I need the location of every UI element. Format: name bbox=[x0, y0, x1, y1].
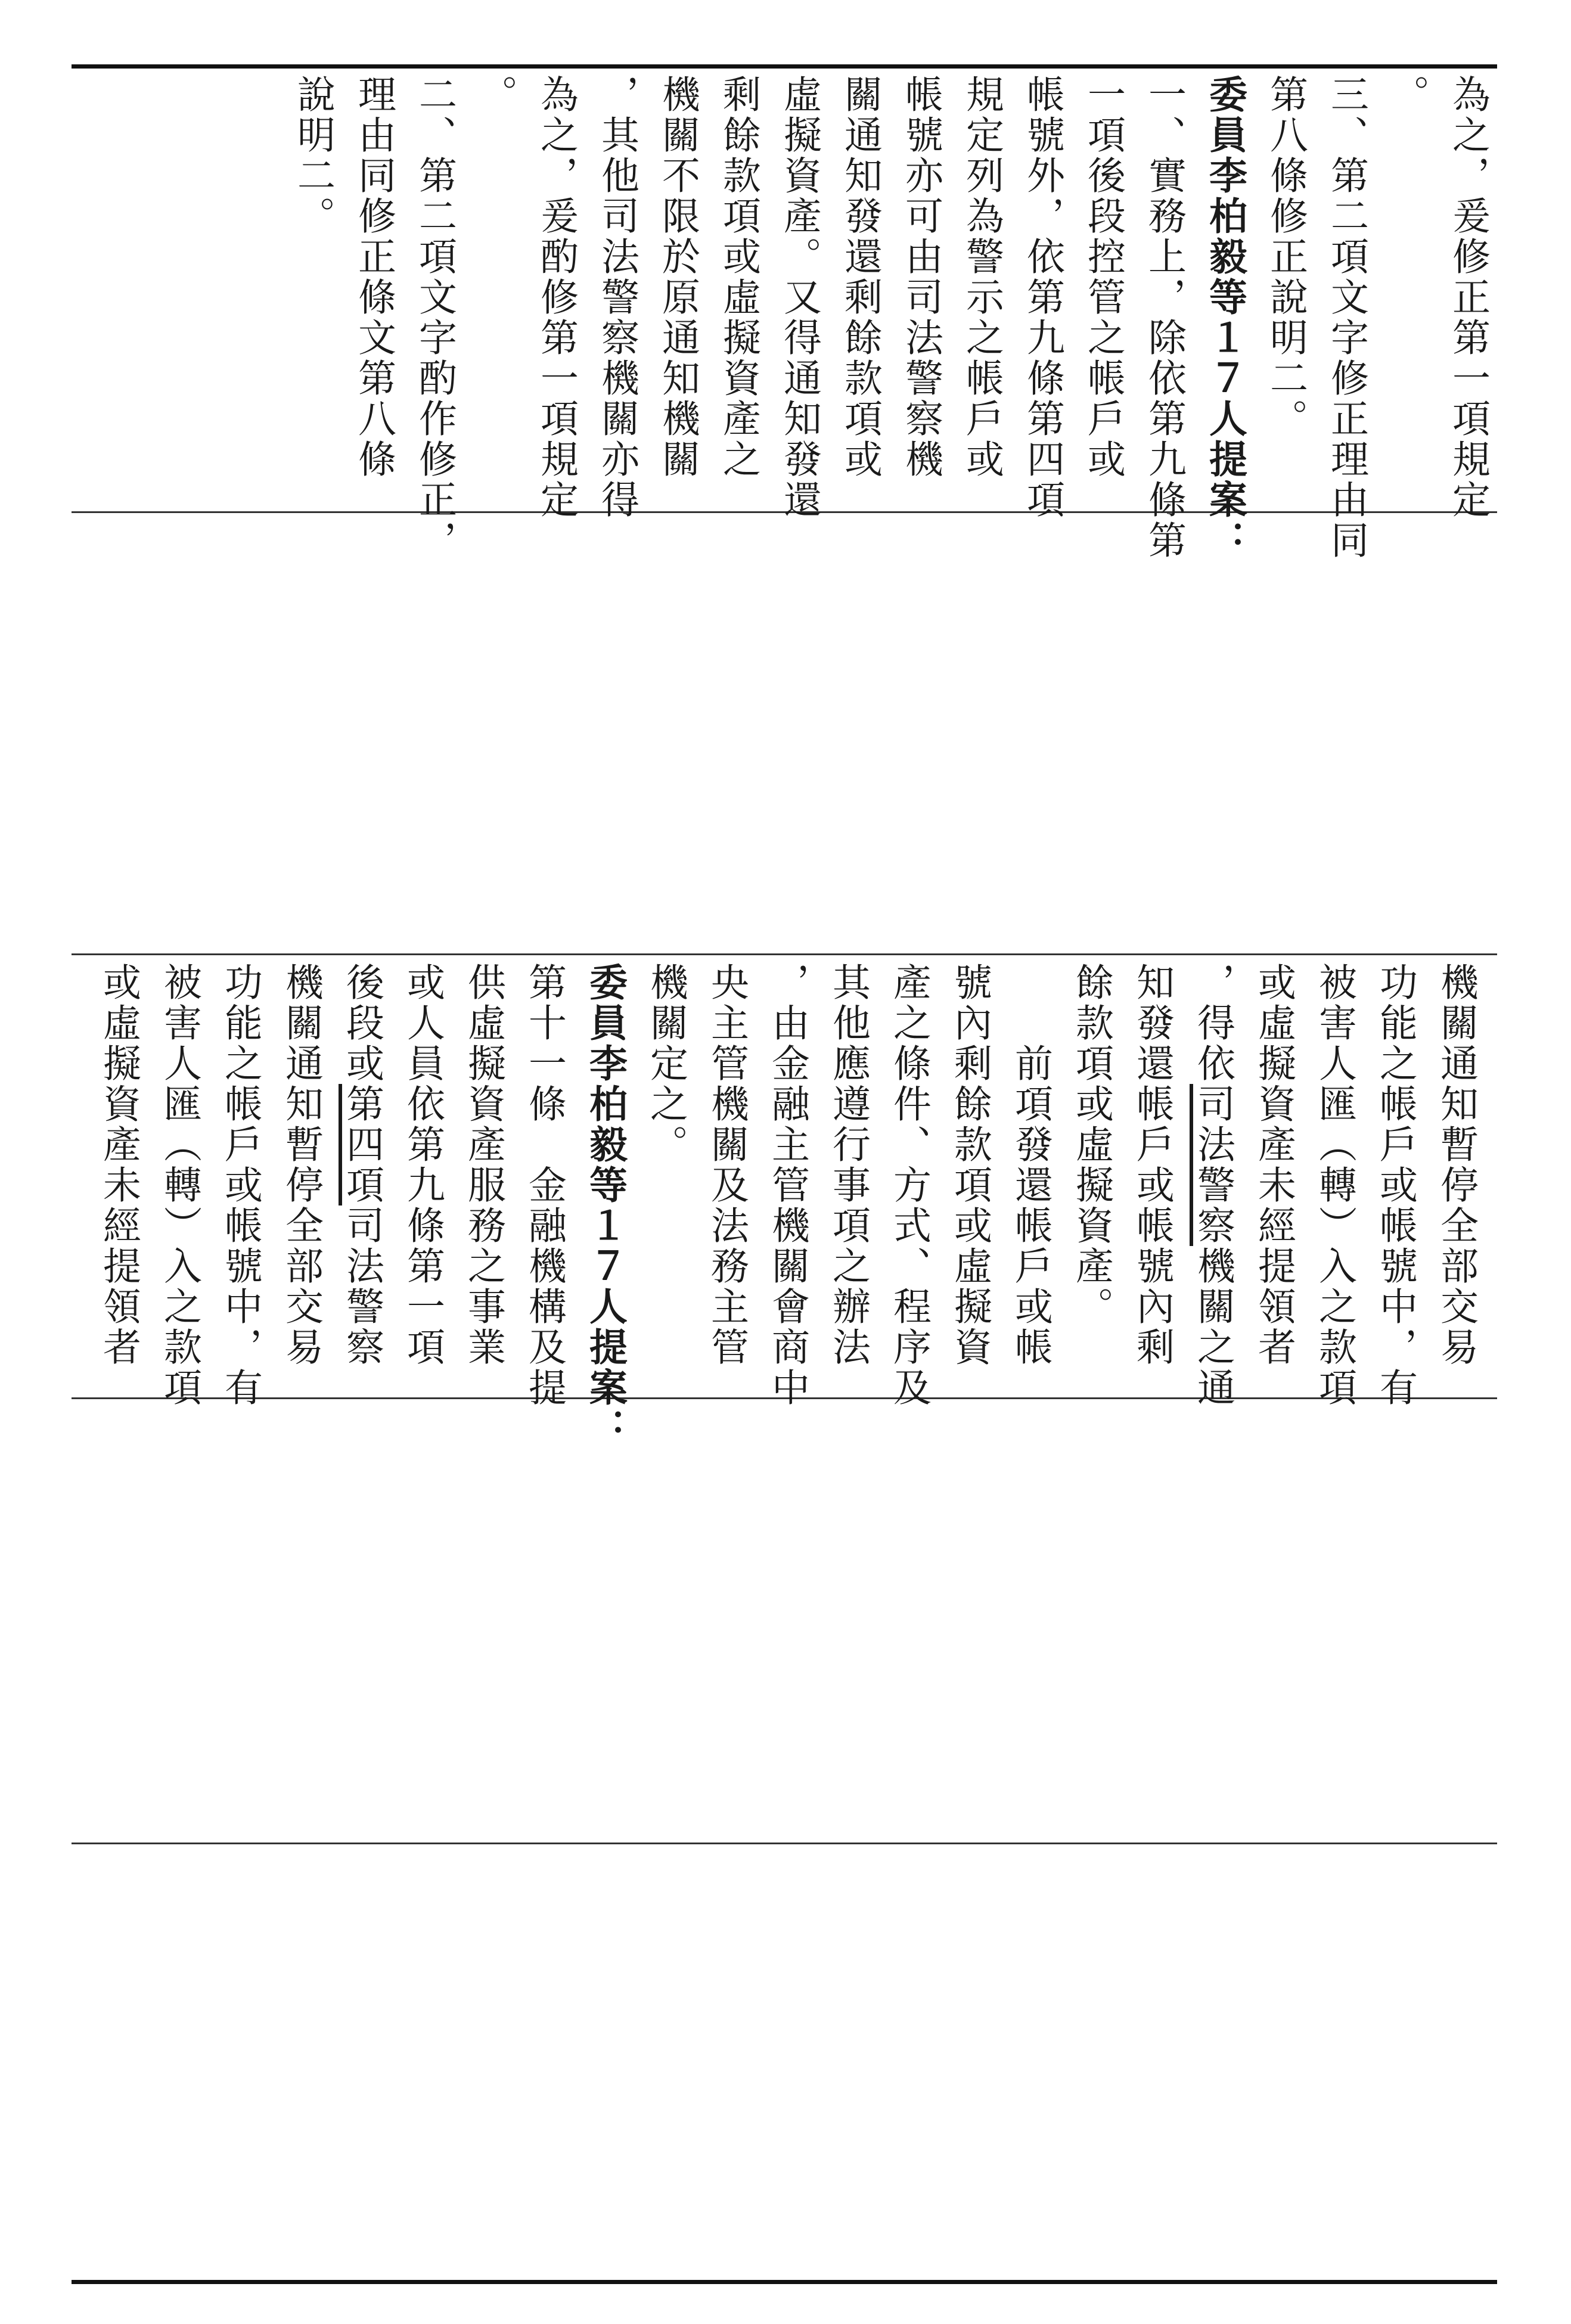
text-line: 。 bbox=[1385, 74, 1429, 115]
text-line: 被害人匯（轉）入之款項 bbox=[157, 962, 201, 1408]
text-line: 說明二。 bbox=[291, 74, 335, 237]
text-line: ，由金融主管機關會商中 bbox=[765, 962, 809, 1408]
text-line: 被害人匯（轉）入之款項 bbox=[1312, 962, 1356, 1408]
text-line: 虛擬資產。又得通知發還 bbox=[777, 74, 821, 520]
rule-2 bbox=[72, 953, 1497, 955]
text-line: 其他應遵行事項之辦法 bbox=[826, 962, 870, 1368]
text-line: 號內剩餘款項或虛擬資 bbox=[948, 962, 992, 1368]
text-line: 或人員依第九條第一項 bbox=[400, 962, 445, 1368]
explanation-text-block bbox=[95, 74, 1502, 561]
underlined-text: 第四項 bbox=[340, 1084, 384, 1206]
proposal-heading: 委員李柏毅等１７人提案： bbox=[583, 962, 627, 1449]
text-line: 供虛擬資產服務之事業 bbox=[461, 962, 505, 1368]
text-line: 規定列為警示之帳戶或 bbox=[960, 74, 1004, 480]
text-line: 功能之帳戶或帳號中，有 bbox=[218, 962, 262, 1408]
text-line: 。 bbox=[473, 74, 517, 115]
text-line: 三、第二項文字修正理由同 bbox=[1324, 74, 1368, 561]
text-line: 理由同修正條文第八條 bbox=[352, 74, 396, 480]
text-line: ，得依司法警察機關之通 bbox=[1191, 962, 1235, 1408]
text-line: 機關通知暫停全部交易 bbox=[279, 962, 323, 1368]
text-line: 帳號外，依第九條第四項 bbox=[1020, 74, 1064, 520]
text-line: 一、實務上，除依第九條第 bbox=[1142, 74, 1186, 561]
text-line: 二、第二項文字酌作修正， bbox=[412, 74, 457, 561]
bottom-rule bbox=[72, 2280, 1497, 2284]
text-line: 機關不限於原通知機關 bbox=[656, 74, 700, 480]
text-line: 為之，爰修正第一項規定 bbox=[1446, 74, 1490, 520]
proposal-text-block bbox=[72, 962, 1502, 1449]
text-line: 餘款項或虛擬資產。 bbox=[1069, 962, 1113, 1327]
text-line: 機關定之。 bbox=[644, 962, 688, 1165]
text-line: 央主管機關及法務主管 bbox=[704, 962, 749, 1368]
text-line: 前項發還帳戶或帳 bbox=[1008, 962, 1052, 1368]
text-line: 帳號亦可由司法警察機 bbox=[899, 74, 943, 480]
text-line: 關通知發還剩餘款項或 bbox=[838, 74, 882, 480]
text-line: 或虛擬資產未經提領者 bbox=[97, 962, 141, 1368]
text-line: 為之，爰酌修第一項規定 bbox=[534, 74, 578, 520]
text-line: 剩餘款項或虛擬資產之 bbox=[716, 74, 760, 480]
text-line: 第八條修正說明二。 bbox=[1263, 74, 1308, 439]
underlined-text: 司法警察 bbox=[1191, 1084, 1235, 1246]
text-line: 機關通知暫停全部交易 bbox=[1434, 962, 1478, 1368]
text-line: 功能之帳戶或帳號中，有 bbox=[1373, 962, 1417, 1408]
text-line: 第十一條 金融機構及提 bbox=[522, 962, 566, 1408]
text-line: 產之條件、方式、程序及 bbox=[887, 962, 931, 1408]
text-line: 或虛擬資產未經提領者 bbox=[1252, 962, 1296, 1368]
text-line: 一項後段控管之帳戶或 bbox=[1081, 74, 1125, 480]
proposal-heading: 委員李柏毅等１７人提案： bbox=[1203, 74, 1247, 561]
text-line: 知發還帳戶或帳號內剩 bbox=[1130, 962, 1174, 1368]
text-line: ，其他司法警察機關亦得 bbox=[595, 74, 639, 520]
rule-4 bbox=[72, 1843, 1497, 1844]
text-line: 後段或第四項司法警察 bbox=[340, 962, 384, 1368]
top-rule bbox=[72, 64, 1497, 69]
